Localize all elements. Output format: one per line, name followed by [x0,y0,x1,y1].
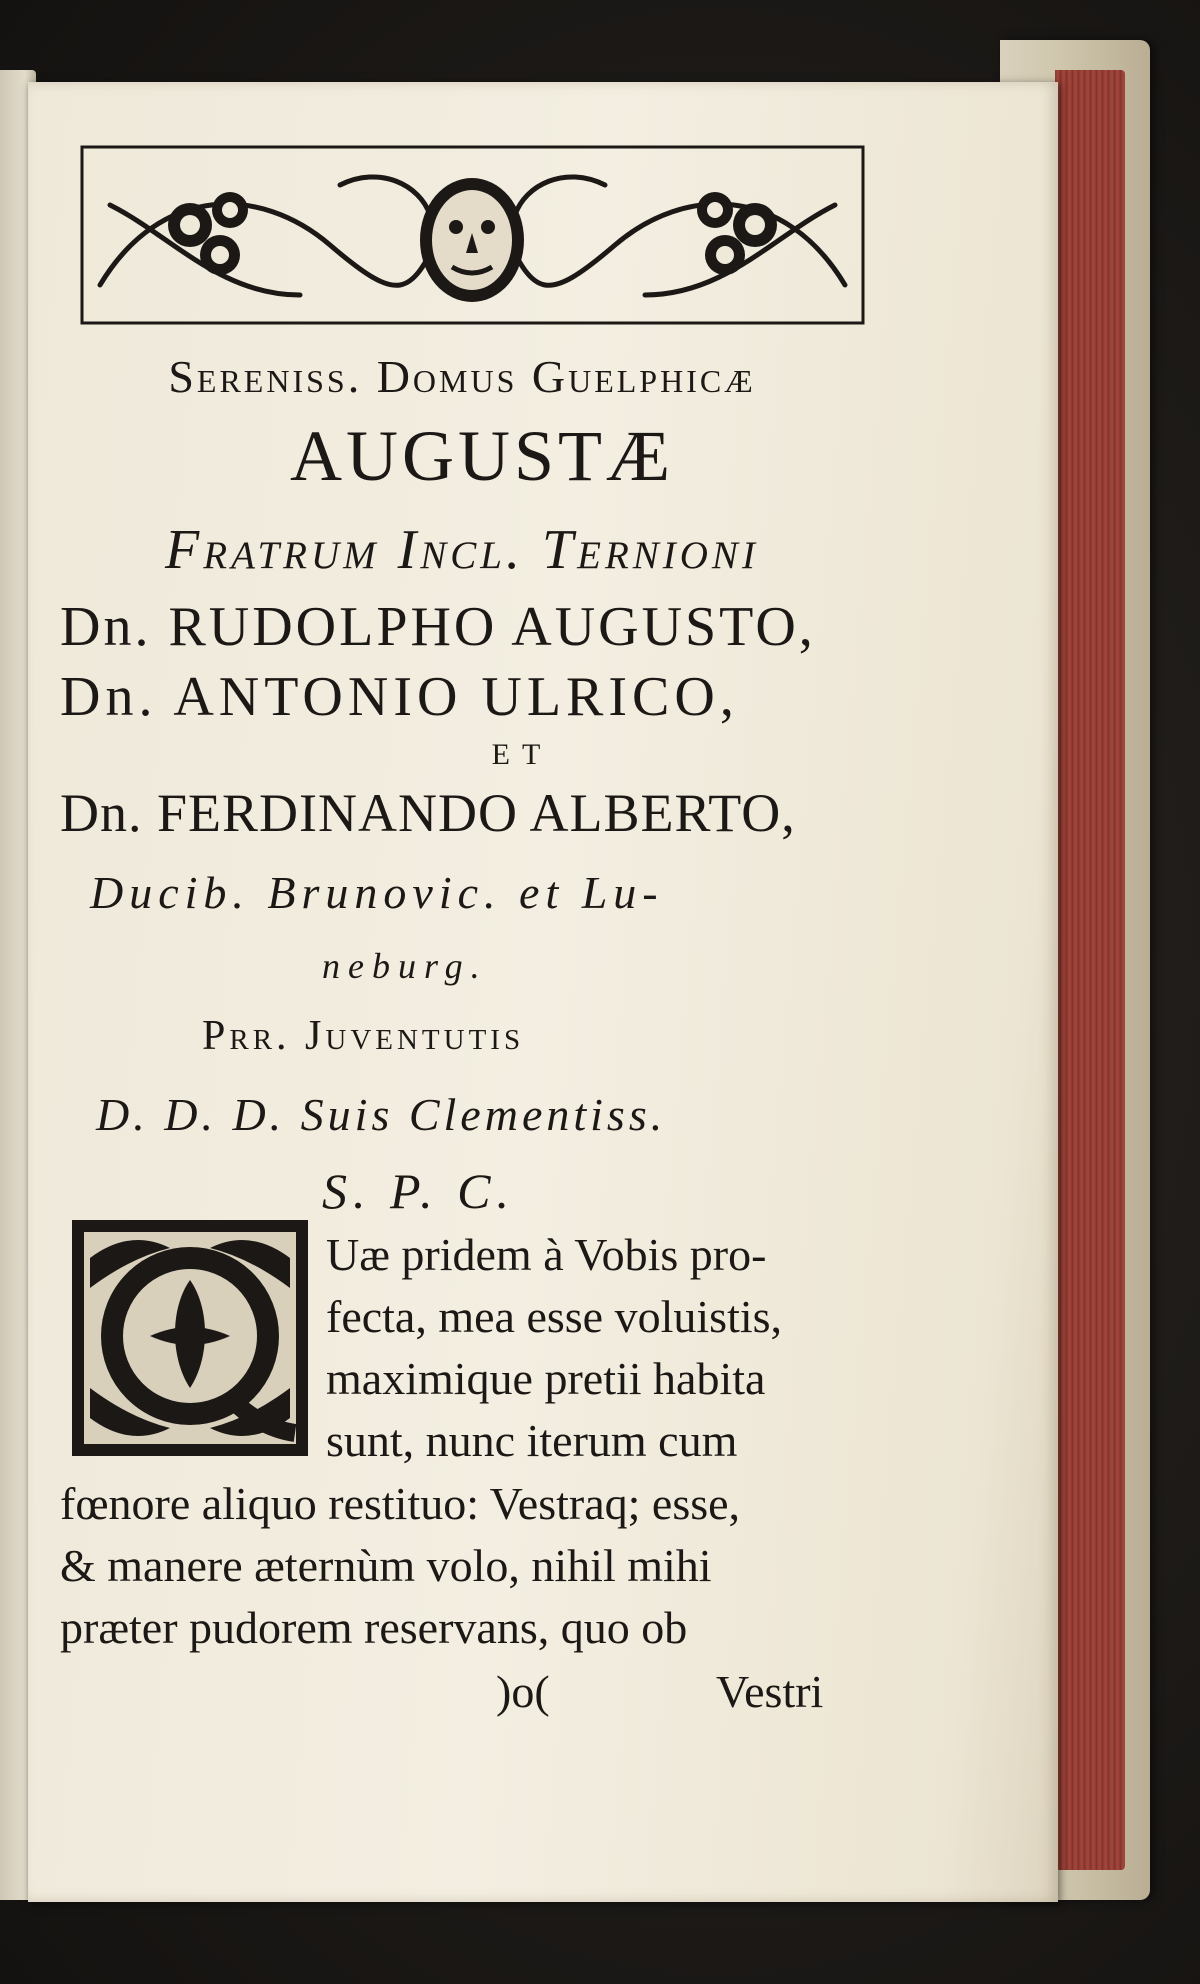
dedication-line-4: Dn. RUDOLPHO AUGUSTO, [60,596,816,658]
body-line-6: & manere æternùm volo, nihil mihi [60,1540,712,1591]
dedication-line-6: ET [491,738,553,771]
body-line-4: sunt, nunc iterum cum [326,1415,738,1466]
body-line-3: maximique pretii habita [326,1353,766,1404]
dedication-line-1: Sereniss. Domus Guelphicæ [168,351,756,402]
body-line-5: fœnore aliquo restituo: Vestraq; esse, [60,1478,741,1529]
dedication-line-11: D. D. D. Suis Clementiss. [96,1089,667,1140]
dedication-line-2: AUGUSTÆ [289,416,675,496]
dedication-line-3: Fratrum Incl. Ternioni [165,519,759,581]
body-line-1: Uæ pridem à Vobis pro- [326,1229,767,1280]
dedication-line-8: Ducib. Brunovic. et Lu- [90,867,664,918]
dedication-line-10: Prr. Juventutis [202,1013,525,1059]
body-line-2: fecta, mea esse voluistis, [326,1291,783,1342]
dedication-line-7: Dn. FERDINANDO ALBERTO, [60,783,796,843]
initial-q-icon [70,1218,310,1458]
catchword: Vestri [716,1666,824,1717]
dedication-line-12: S. P. C. [322,1163,515,1219]
headpiece-ornament-icon [80,145,865,325]
dedication-line-9: neburg. [322,946,488,986]
dedication-line-5: Dn. ANTONIO ULRICO, [60,666,739,728]
body-line-7: præter pudorem reservans, quo ob [60,1602,688,1653]
signature-mark: )o( [496,1666,550,1717]
